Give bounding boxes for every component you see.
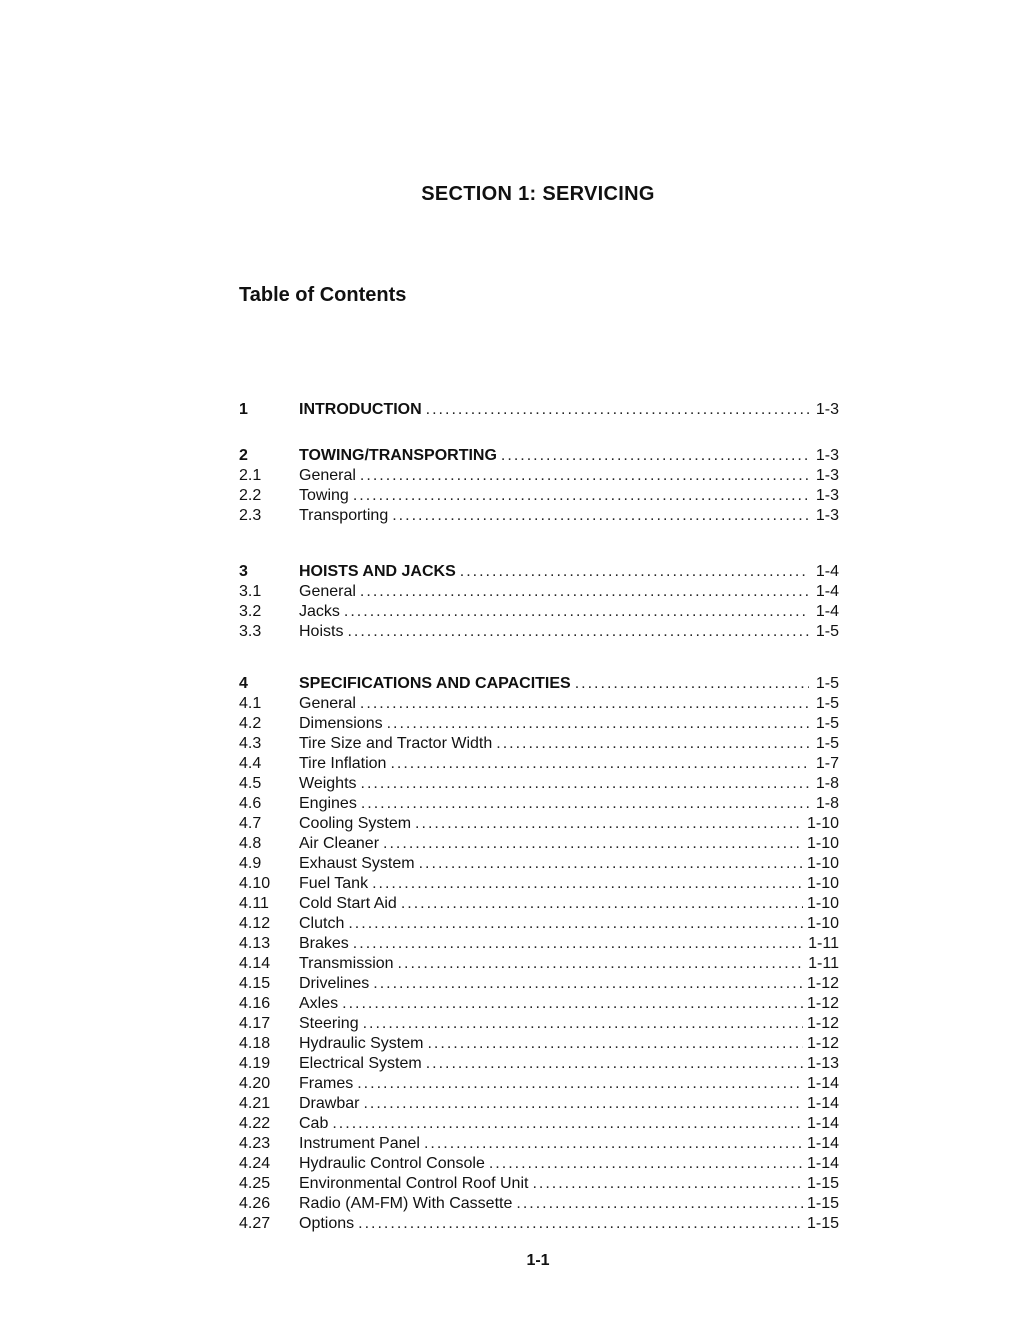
- toc-section-entry[interactable]: [239, 400, 839, 420]
- toc-entry-label: Frames: [299, 1075, 354, 1092]
- toc-entry-label: SPECIFICATIONS AND CAPACITIES: [299, 675, 571, 692]
- toc-subsection-entry[interactable]: [239, 894, 839, 914]
- toc-entry-page: 1-14: [806, 1075, 839, 1092]
- toc-entry-label: General: [299, 467, 356, 484]
- toc-subsection-entry[interactable]: [239, 1154, 839, 1174]
- toc-entry-label: Hydraulic Control Console: [299, 1155, 485, 1172]
- section-title: SECTION 1: SERVICING: [421, 183, 655, 205]
- toc-subsection-entry[interactable]: [239, 974, 839, 994]
- toc-subsection-entry[interactable]: [239, 934, 839, 954]
- dot-leader: [392, 506, 809, 526]
- toc-entry-body: [299, 400, 839, 420]
- toc-entry-body: [299, 1074, 839, 1094]
- toc-entry-label: Options: [299, 1215, 355, 1232]
- toc-entry-page: 1-3: [815, 401, 839, 418]
- toc-entry-page: 1-4: [815, 563, 839, 580]
- toc-entry-page: 1-14: [806, 1155, 839, 1172]
- toc-entry-body: [299, 1134, 839, 1154]
- toc-entry-label: Drawbar: [299, 1095, 360, 1112]
- toc-entry-label: Cold Start Aid: [299, 895, 397, 912]
- toc-subsection-entry[interactable]: [239, 1214, 839, 1234]
- toc-subsection-entry[interactable]: [239, 854, 839, 874]
- toc-entry-number: 4.13: [239, 935, 271, 952]
- dot-leader: [489, 1154, 803, 1174]
- toc-entry-page: 1-5: [815, 675, 839, 692]
- dot-leader: [353, 934, 804, 954]
- toc-entry-number: 4.23: [239, 1135, 271, 1152]
- toc-entry-body: [299, 814, 839, 834]
- toc-entry-page: 1-8: [815, 775, 839, 792]
- toc-entry-number: 4.9: [239, 855, 262, 872]
- toc-entry-number: 4.14: [239, 955, 271, 972]
- dot-leader: [415, 814, 803, 834]
- toc-entry-number: 2: [239, 447, 248, 464]
- toc-section-group: [239, 562, 839, 642]
- toc-entry-body: [299, 954, 839, 974]
- dot-leader: [390, 754, 809, 774]
- toc-entry-page: 1-10: [806, 835, 839, 852]
- toc-entry-number: 4.17: [239, 1015, 271, 1032]
- dot-leader: [401, 894, 803, 914]
- toc-entry-label: Transporting: [299, 507, 389, 524]
- toc-entry-body: [299, 466, 839, 486]
- toc-entry-number: 4.20: [239, 1075, 271, 1092]
- toc-entry-number: 4.11: [239, 895, 269, 912]
- toc-entry-label: Tire Inflation: [299, 755, 387, 772]
- dot-leader: [348, 914, 803, 934]
- toc-entry-page: 1-3: [815, 447, 839, 464]
- toc-entry-label: Hoists: [299, 623, 344, 640]
- toc-entry-body: [299, 446, 839, 466]
- toc-entry-page: 1-14: [806, 1135, 839, 1152]
- toc-entry-number: 3: [239, 563, 248, 580]
- dot-leader: [516, 1194, 803, 1214]
- toc-subsection-entry[interactable]: [239, 874, 839, 894]
- toc-entry-body: [299, 1094, 839, 1114]
- toc-entry-number: 4.10: [239, 875, 271, 892]
- toc-subsection-entry[interactable]: [239, 582, 839, 602]
- dot-leader: [532, 1174, 803, 1194]
- toc-entry-label: HOISTS AND JACKS: [299, 563, 456, 580]
- toc-entry-body: [299, 602, 839, 622]
- toc-entry-number: 4.27: [239, 1215, 271, 1232]
- dot-leader: [344, 602, 809, 622]
- toc-subsection-entry[interactable]: [239, 954, 839, 974]
- toc-entry-body: [299, 486, 839, 506]
- toc-entry-label: Electrical System: [299, 1055, 422, 1072]
- dot-leader: [426, 400, 809, 420]
- toc-entry-body: [299, 582, 839, 602]
- toc-entry-number: 2.3: [239, 507, 262, 524]
- dot-leader: [361, 774, 809, 794]
- toc-entry-label: INTRODUCTION: [299, 401, 422, 418]
- toc-entry-body: [299, 934, 839, 954]
- toc-section-entry[interactable]: [239, 562, 839, 582]
- toc-subsection-entry[interactable]: [239, 486, 839, 506]
- toc-entry-page: 1-3: [815, 467, 839, 484]
- toc-entry-body: [299, 834, 839, 854]
- toc-entry-body: [299, 1174, 839, 1194]
- toc-entry-label: Radio (AM-FM) With Cassette: [299, 1195, 513, 1212]
- toc-entry-body: [299, 562, 839, 582]
- toc-subsection-entry[interactable]: [239, 1094, 839, 1114]
- toc-subsection-entry[interactable]: [239, 734, 839, 754]
- toc-subsection-entry[interactable]: [239, 1114, 839, 1134]
- toc-entry-page: 1-10: [806, 895, 839, 912]
- toc-section-entry[interactable]: [239, 674, 839, 694]
- toc-entry-page: 1-15: [806, 1175, 839, 1192]
- toc-entry-label: Weights: [299, 775, 357, 792]
- toc-entry-label: Hydraulic System: [299, 1035, 424, 1052]
- toc-entry-body: [299, 914, 839, 934]
- toc-entry-body: [299, 1014, 839, 1034]
- toc-subsection-entry[interactable]: [239, 1194, 839, 1214]
- toc-entry-number: 4.16: [239, 995, 271, 1012]
- toc-entry-label: Axles: [299, 995, 339, 1012]
- toc-entry-label: Fuel Tank: [299, 875, 369, 892]
- toc-entry-body: [299, 1054, 839, 1074]
- toc-subsection-entry[interactable]: [239, 1134, 839, 1154]
- toc-entry-number: 4.15: [239, 975, 271, 992]
- toc-entry-number: 2.1: [239, 467, 262, 484]
- toc-subsection-entry[interactable]: [239, 694, 839, 714]
- toc-entry-label: Cooling System: [299, 815, 412, 832]
- toc-entry-page: 1-12: [806, 975, 839, 992]
- toc-entry-body: [299, 1114, 839, 1134]
- dot-leader: [419, 854, 803, 874]
- dot-leader: [360, 582, 809, 602]
- toc-subsection-entry[interactable]: [239, 1034, 839, 1054]
- toc-entry-body: [299, 1034, 839, 1054]
- toc-entry-page: 1-5: [815, 695, 839, 712]
- toc-entry-number: 3.2: [239, 603, 262, 620]
- toc-entry-body: [299, 734, 839, 754]
- toc-entry-page: 1-11: [808, 955, 839, 972]
- toc-entry-number: 4.5: [239, 775, 262, 792]
- toc-entry-page: 1-5: [815, 623, 839, 640]
- toc-subsection-entry[interactable]: [239, 794, 839, 814]
- toc-entry-number: 4.4: [239, 755, 262, 772]
- toc-subsection-entry[interactable]: [239, 1174, 839, 1194]
- toc-entry-body: [299, 854, 839, 874]
- toc-entry-label: Air Cleaner: [299, 835, 380, 852]
- dot-leader: [383, 834, 803, 854]
- toc-entry-number: 4.2: [239, 715, 262, 732]
- toc-entry-page: 1-15: [806, 1195, 839, 1212]
- toc-entry-number: 4.22: [239, 1115, 271, 1132]
- toc-entry-number: 1: [239, 401, 248, 418]
- toc-entry-body: [299, 754, 839, 774]
- toc-entry-label: Exhaust System: [299, 855, 415, 872]
- toc-entry-page: 1-14: [806, 1095, 839, 1112]
- toc-entry-label: Drivelines: [299, 975, 370, 992]
- toc-entry-number: 4.12: [239, 915, 271, 932]
- dot-leader: [342, 994, 803, 1014]
- dot-leader: [373, 974, 803, 994]
- toc-section-group: [239, 400, 839, 420]
- toc-entry-label: Dimensions: [299, 715, 383, 732]
- toc-entry-page: 1-12: [806, 995, 839, 1012]
- toc-subsection-entry[interactable]: [239, 1074, 839, 1094]
- dot-leader: [460, 562, 809, 582]
- toc-entry-label: Cab: [299, 1115, 329, 1132]
- toc-section-entry[interactable]: [239, 446, 839, 466]
- toc-entry-body: [299, 714, 839, 734]
- dot-leader: [357, 1074, 803, 1094]
- toc-entry-page: 1-3: [815, 507, 839, 524]
- toc-entry-body: [299, 894, 839, 914]
- toc-entry-body: [299, 674, 839, 694]
- toc-entry-label: Clutch: [299, 915, 345, 932]
- toc-entry-page: 1-14: [806, 1115, 839, 1132]
- toc-subsection-entry[interactable]: [239, 602, 839, 622]
- toc-entry-body: [299, 622, 839, 642]
- toc-entry-number: 4.6: [239, 795, 262, 812]
- toc-entry-number: 2.2: [239, 487, 262, 504]
- toc-subsection-entry[interactable]: [239, 914, 839, 934]
- toc-entry-label: Environmental Control Roof Unit: [299, 1175, 529, 1192]
- toc-subsection-entry[interactable]: [239, 994, 839, 1014]
- toc-entry-page: 1-13: [806, 1055, 839, 1072]
- toc-entry-page: 1-7: [815, 755, 839, 772]
- toc-entry-number: 4.1: [239, 695, 262, 712]
- dot-leader: [372, 874, 803, 894]
- toc-entry-label: Steering: [299, 1015, 359, 1032]
- toc-entry-page: 1-10: [806, 915, 839, 932]
- toc-entry-label: Towing: [299, 487, 349, 504]
- toc-subsection-entry[interactable]: [239, 814, 839, 834]
- toc-entry-page: 1-5: [815, 735, 839, 752]
- toc-subsection-entry[interactable]: [239, 506, 839, 526]
- toc-section-group: [239, 674, 839, 1234]
- toc-entry-page: 1-11: [808, 935, 839, 952]
- toc-entry-number: 3.3: [239, 623, 262, 640]
- toc-entry-number: 4: [239, 675, 248, 692]
- toc-entry-body: [299, 774, 839, 794]
- toc-entry-page: 1-8: [815, 795, 839, 812]
- toc-entry-body: [299, 506, 839, 526]
- toc-entry-label: Brakes: [299, 935, 349, 952]
- dot-leader: [347, 622, 809, 642]
- toc-entry-label: Instrument Panel: [299, 1135, 420, 1152]
- dot-leader: [575, 674, 809, 694]
- toc-entry-label: Transmission: [299, 955, 394, 972]
- toc-entry-label: TOWING/TRANSPORTING: [299, 447, 497, 464]
- toc-subsection-entry[interactable]: [239, 1054, 839, 1074]
- dot-leader: [361, 794, 809, 814]
- toc-entry-number: 4.26: [239, 1195, 271, 1212]
- dot-leader: [387, 714, 809, 734]
- toc-entry-page: 1-12: [806, 1015, 839, 1032]
- dot-leader: [398, 954, 805, 974]
- toc-entry-label: Jacks: [299, 603, 340, 620]
- dot-leader: [353, 486, 809, 506]
- toc-entry-number: 4.24: [239, 1155, 271, 1172]
- toc-subsection-entry[interactable]: [239, 466, 839, 486]
- dot-leader: [332, 1114, 803, 1134]
- toc-entry-number: 4.7: [239, 815, 262, 832]
- toc-entry-label: General: [299, 695, 356, 712]
- dot-leader: [360, 466, 809, 486]
- toc-subsection-entry[interactable]: [239, 774, 839, 794]
- toc-section-group: [239, 446, 839, 526]
- toc-entry-page: 1-10: [806, 815, 839, 832]
- toc-entry-page: 1-5: [815, 715, 839, 732]
- dot-leader: [360, 694, 809, 714]
- toc-entry-number: 4.21: [239, 1095, 271, 1112]
- toc-subsection-entry[interactable]: [239, 622, 839, 642]
- toc-entry-number: 4.18: [239, 1035, 271, 1052]
- toc-entry-body: [299, 1154, 839, 1174]
- toc-subsection-entry[interactable]: [239, 714, 839, 734]
- toc-entry-label: Engines: [299, 795, 357, 812]
- dot-leader: [424, 1134, 803, 1154]
- dot-leader: [363, 1094, 803, 1114]
- dot-leader: [501, 446, 809, 466]
- toc-subsection-entry[interactable]: [239, 1014, 839, 1034]
- toc-entry-page: 1-4: [815, 583, 839, 600]
- toc-entry-number: 4.25: [239, 1175, 271, 1192]
- toc-entry-body: [299, 874, 839, 894]
- toc-entry-page: 1-4: [815, 603, 839, 620]
- dot-leader: [358, 1214, 803, 1234]
- toc-entry-number: 4.3: [239, 735, 262, 752]
- dot-leader: [496, 734, 809, 754]
- table-of-contents: [239, 370, 839, 1234]
- toc-entry-page: 1-12: [806, 1035, 839, 1052]
- toc-entry-body: [299, 974, 839, 994]
- toc-entry-page: 1-10: [806, 855, 839, 872]
- toc-entry-number: 4.8: [239, 835, 262, 852]
- toc-entry-page: 1-10: [806, 875, 839, 892]
- toc-heading: Table of Contents: [239, 284, 407, 306]
- page-number: 1-1: [526, 1252, 550, 1269]
- toc-entry-body: [299, 1214, 839, 1234]
- toc-entry-body: [299, 694, 839, 714]
- toc-subsection-entry[interactable]: [239, 754, 839, 774]
- toc-entry-body: [299, 1194, 839, 1214]
- toc-entry-page: 1-3: [815, 487, 839, 504]
- dot-leader: [427, 1034, 802, 1054]
- toc-entry-page: 1-15: [806, 1215, 839, 1232]
- toc-entry-number: 4.19: [239, 1055, 271, 1072]
- toc-entry-body: [299, 994, 839, 1014]
- dot-leader: [426, 1054, 803, 1074]
- toc-entry-label: Tire Size and Tractor Width: [299, 735, 493, 752]
- toc-entry-body: [299, 794, 839, 814]
- toc-entry-number: 3.1: [239, 583, 262, 600]
- toc-subsection-entry[interactable]: [239, 834, 839, 854]
- dot-leader: [363, 1014, 803, 1034]
- toc-entry-label: General: [299, 583, 356, 600]
